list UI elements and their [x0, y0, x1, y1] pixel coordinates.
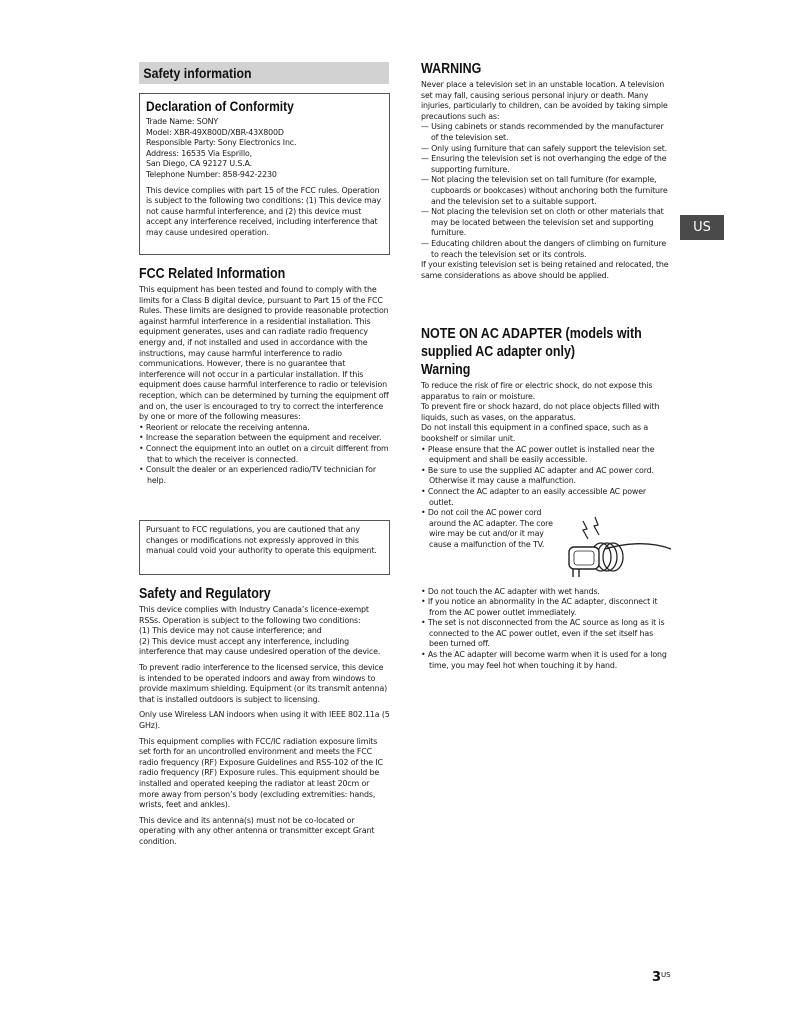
page-number-suffix: US: [661, 971, 671, 979]
ac-adapter-subtitle: Warning: [421, 362, 471, 378]
warning-precautions-list: [421, 122, 671, 260]
list-item: • Reorient or relocate the receiving antenna.: [139, 423, 390, 434]
regulatory-paragraph: This equipment complies with FCC/IC radiation exposure limits set forth for an uncontrolled environment and meets the FCC radio frequency (RF) Exposure Guidelines and RSS-102 of the IC radio frequency (RF) Exposure rules. This equipment should be installed and operated keeping the radiator at least 20cm or more away from person’s body (excluding extremities: hands, wrists, feet and ankles).: [139, 736, 383, 810]
fcc-caution-box: [139, 520, 390, 575]
warning-section: [421, 60, 671, 281]
regulatory-paragraph: This device and its antenna(s) must not be co-located or operating with any other antenna or transmitter except Grant condition.: [139, 815, 375, 846]
list-item: • Connect the equipment into an outlet on a circuit different from that to which the receiver is connected.: [139, 444, 390, 465]
ac-adapter-title-line1: NOTE ON AC ADAPTER (models with: [421, 326, 642, 342]
list-item: — Ensuring the television set is not overhanging the edge of the supporting furniture.: [421, 154, 671, 175]
list-item: — Not placing the television set on cloth or other materials that may be located between the television set and supporting furniture.: [421, 207, 671, 239]
declaration-box: [139, 93, 390, 255]
list-item: — Using cabinets or stands recommended by the manufacturer of the television set.: [421, 122, 671, 143]
regulatory-section: [139, 585, 390, 847]
list-item: • If you notice an abnormality in the AC adapter, disconnect it from the AC power outlet immediately.: [421, 597, 671, 618]
declaration-line: Trade Name: SONY: [146, 117, 219, 126]
fcc-paragraph: This equipment has been tested and found to comply with the limits for a Class B digital device, pursuant to Part 15 of the FCC Rules. These limits are designed to provide reasonable protection against harmful interference in a residential installation. This equipment generates, uses and can radiate radio frequency energy and, if not installed and used in accordance with the instructions, may cause harmful interference to radio communications. However, there is no guarantee that interference will not occur in a particular installation. If this equipment does cause harmful interference to radio or television reception, which can be determined by turning the equipment off and on, the user is encouraged to try to correct the interference by one or more of the following measures:: [139, 285, 389, 422]
list-item: • Consult the dealer or an experienced radio/TV technician for help.: [139, 465, 390, 486]
list-item: • The set is not disconnected from the AC source as long as it is connected to the AC power outlet, even if the set itself has been turned off.: [421, 618, 671, 650]
list-item: — Educating children about the dangers of climbing on furniture to reach the television set or its controls.: [421, 239, 671, 260]
list-item: — Only using furniture that can safely support the television set.: [421, 144, 671, 155]
list-item: • Do not coil the AC power cord around the AC adapter. The core wire may be cut and/or it may cause a malfunction of the TV.: [421, 508, 555, 550]
fcc-section: [139, 265, 390, 486]
regulatory-condition: (1) This device may not cause interference; and: [139, 626, 322, 636]
declaration-line: Model: XBR-49X800D/XBR-43X800D: [146, 127, 284, 137]
list-item: — Not placing the television set on tall furniture (for example, cupboards or bookcases) without anchoring both the furniture and the television set to a suitable support.: [421, 175, 671, 207]
fcc-caution-text: Pursuant to FCC regulations, you are cautioned that any changes or modifications not expressly approved in this manual could void your authority to operate this equipment.: [146, 525, 377, 556]
declaration-line: Telephone Number: 858-942-2230: [146, 169, 277, 179]
ac-adapter-list-b: [421, 587, 671, 672]
warning-outro: If your existing television set is being retained and relocated, the same considerations as above should be applied.: [421, 260, 669, 280]
regulatory-paragraph: This device complies with Industry Canada’s licence-exempt RSSs. Operation is subject to the following two conditions:: [139, 605, 369, 625]
warning-intro: Never place a television set in an unstable location. A television set may fall, causing serious personal injury or death. Many injuries, particularly to children, can be avoided by taking simple precautions such as:: [421, 80, 668, 121]
ac-adapter-coiled-cord-icon: [565, 513, 673, 583]
list-item: • Connect the AC adapter to an easily accessible AC power outlet.: [421, 487, 671, 508]
list-item: • As the AC adapter will become warm when it is used for a long time, you may feel hot when touching it by hand.: [421, 650, 671, 671]
page-number: [652, 970, 671, 985]
page-number-value: 3: [652, 970, 662, 985]
declaration-line: Address: 16535 Via Esprillo,: [146, 148, 253, 158]
ac-adapter-paragraph: To reduce the risk of fire or electric shock, do not expose this apparatus to rain or moisture.: [421, 381, 653, 401]
declaration-line: San Diego, CA 92127 U.S.A.: [146, 159, 253, 169]
declaration-paragraph: This device complies with part 15 of the FCC rules. Operation is subject to the following two conditions: (1) This device may not cause harmful interference, and (2) this device must accept any interference received, including interference that may cause undesired operation.: [146, 185, 381, 237]
list-item: • Do not touch the AC adapter with wet hands.: [421, 587, 671, 598]
declaration-title: Declaration of Conformity: [146, 98, 294, 114]
ac-adapter-paragraph: Do not install this equipment in a confined space, such as a bookshelf or similar unit.: [421, 423, 649, 443]
regulatory-paragraph: Only use Wireless LAN indoors when using it with IEEE 802.11a (5 GHz).: [139, 710, 390, 730]
declaration-line: Responsible Party: Sony Electronics Inc.: [146, 138, 297, 148]
section-header-bar: [139, 62, 389, 84]
region-tab: US: [680, 215, 724, 240]
list-item: • Be sure to use the supplied AC adapter and AC power cord. Otherwise it may cause a malfunction.: [421, 466, 671, 487]
ac-adapter-paragraph: To prevent fire or shock hazard, do not place objects filled with liquids, such as vases, on the apparatus.: [421, 402, 660, 422]
ac-adapter-title-line2: supplied AC adapter only): [421, 344, 576, 360]
regulatory-condition: (2) This device must accept any interference, including interference that may cause undesired operation of the device.: [139, 636, 381, 657]
list-item: • Please ensure that the AC power outlet is installed near the equipment and shall be easily accessible.: [421, 445, 671, 466]
fcc-measures-list: [139, 423, 390, 487]
ac-adapter-section: [421, 325, 671, 671]
regulatory-paragraph: To prevent radio interference to the licensed service, this device is intended to be operated indoors and away from windows to provide maximum shielding. Equipment (or its transmit antenna) that is installed outdoors is subject to licensing.: [139, 662, 388, 704]
warning-title: WARNING: [421, 61, 482, 77]
list-item: • Increase the separation between the equipment and receiver.: [139, 433, 390, 444]
fcc-title: FCC Related Information: [139, 266, 286, 282]
regulatory-title: Safety and Regulatory: [139, 586, 271, 602]
section-title: Safety information: [143, 65, 252, 81]
